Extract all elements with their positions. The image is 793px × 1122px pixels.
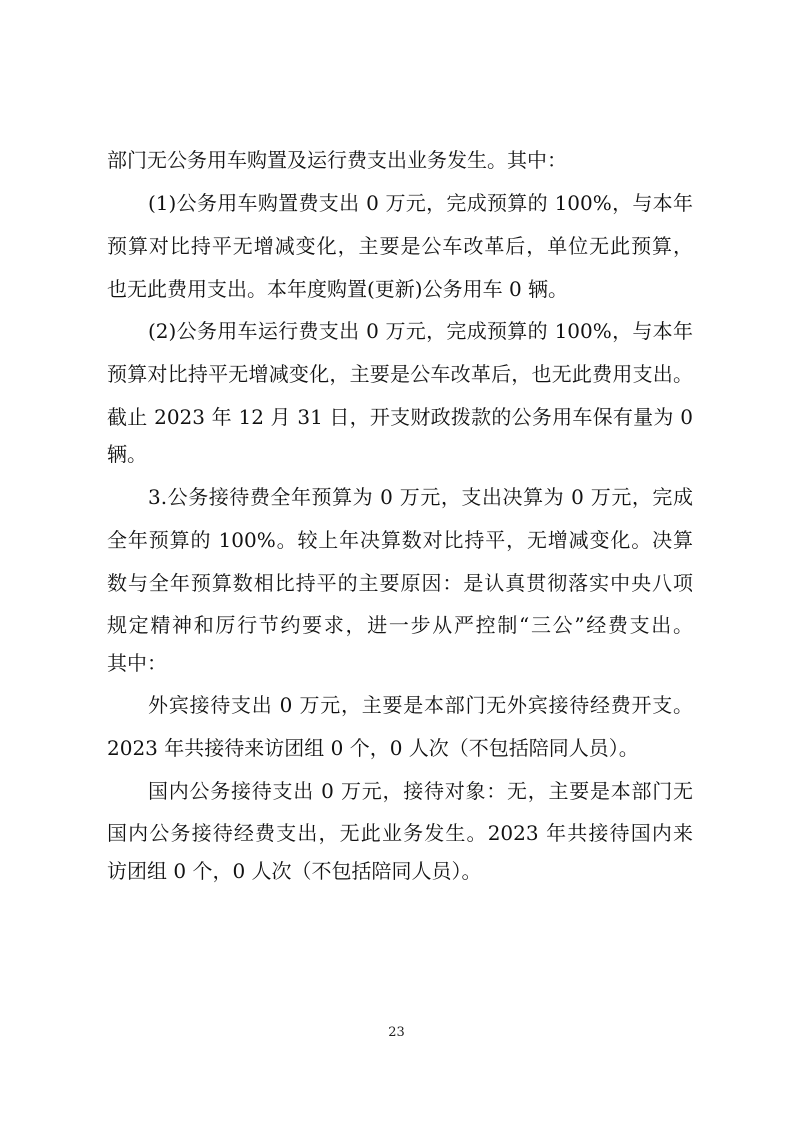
paragraph-line: 国内公务接待支出 0 万元，接待对象：无，主要是本部门无 [148, 779, 693, 803]
paragraph-line: 截止 2023 年 12 月 31 日，开支财政拨款的公务用车保有量为 0 [107, 405, 693, 429]
paragraph-line: 访团组 0 个，0 人次（不包括陪同人员）。 [107, 859, 482, 883]
paragraph-line: 数与全年预算数相比持平的主要原因：是认真贯彻落实中央八项 [107, 571, 693, 595]
paragraph-line: 辆。 [107, 442, 147, 466]
paragraph-line: (1)公务用车购置费支出 0 万元，完成预算的 100%，与本年 [148, 191, 693, 215]
paragraph-line: 3.公务接待费全年预算为 0 万元，支出决算为 0 万元，完成 [148, 485, 693, 509]
paragraph-line: 预算对比持平无增减变化，主要是公车改革后，也无此费用支出。 [107, 362, 693, 386]
paragraph-line: 部门无公务用车购置及运行费支出业务发生。其中： [107, 148, 567, 172]
paragraph-line: 其中： [107, 651, 167, 675]
paragraph-line: 国内公务接待经费支出，无此业务发生。2023 年共接待国内来 [107, 821, 693, 845]
paragraph-line: 2023 年共接待来访团组 0 个，0 人次（不包括陪同人员）。 [107, 736, 639, 760]
paragraph-line: (2)公务用车运行费支出 0 万元，完成预算的 100%，与本年 [148, 319, 693, 343]
paragraph-line: 也无此费用支出。本年度购置(更新)公务用车 0 辆。 [107, 277, 569, 301]
paragraph-line: 预算对比持平无增减变化，主要是公车改革后，单位无此预算， [107, 234, 693, 258]
paragraph-line: 全年预算的 100%。较上年决算数对比持平，无增减变化。决算 [107, 528, 693, 552]
paragraph-line: 外宾接待支出 0 万元，主要是本部门无外宾接待经费开支。 [148, 693, 693, 717]
paragraph-line: 规定精神和厉行节约要求，进一步从严控制“三公”经费支出。 [107, 613, 693, 637]
page-number: 23 [388, 1025, 405, 1040]
